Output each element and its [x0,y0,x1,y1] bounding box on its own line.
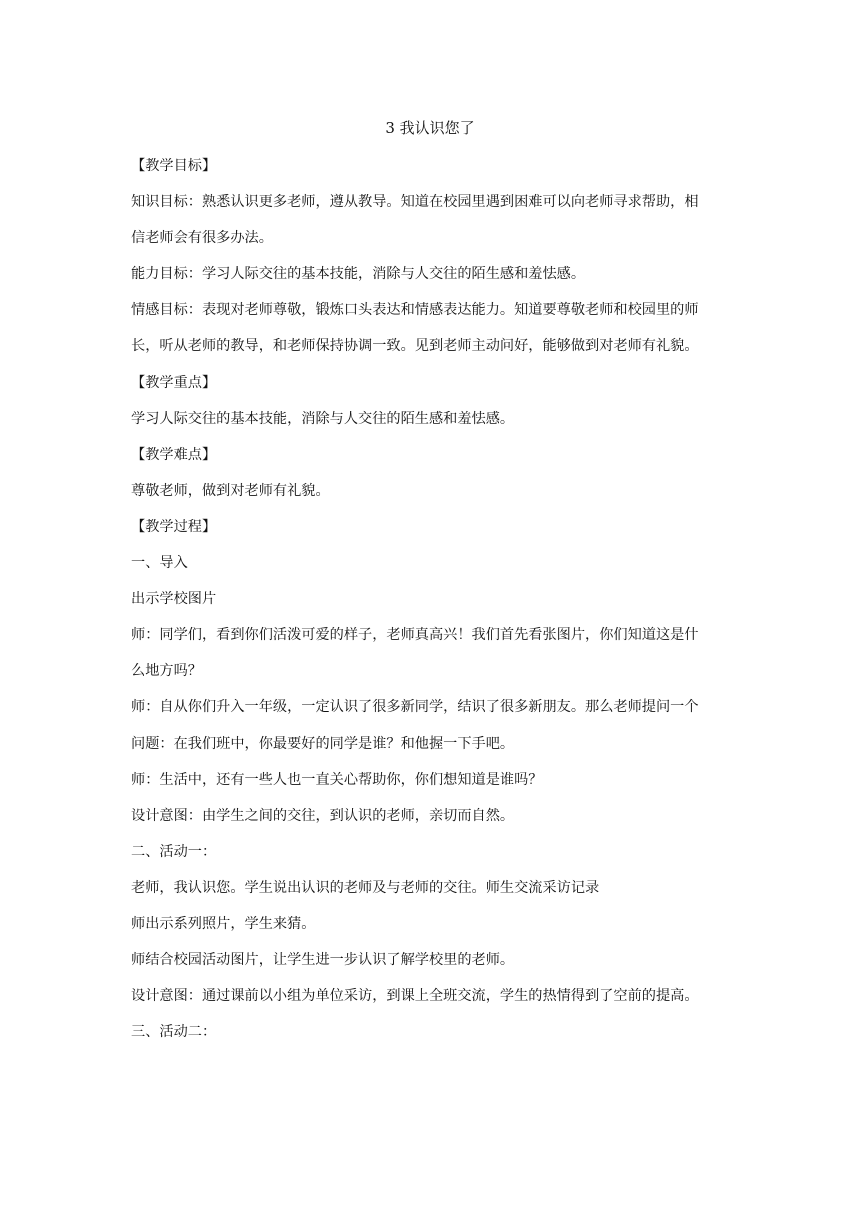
page-title: 3 我认识您了 [385,119,475,137]
text-line: 设计意图：通过课前以小组为单位采访，到课上全班交流，学生的热情得到了空前的提高。 [131,988,699,1005]
text-line: 问题：在我们班中，你最要好的同学是谁？和他握一下手吧。 [131,735,515,752]
text-line: 【教学目标】 [131,158,217,174]
text-line: 长，听从老师的教导，和老师保持协调一致。见到老师主动问好，能够做到对老师有礼貌。 [131,338,699,355]
text-line: 师：同学们，看到你们活泼可爱的样子，老师真高兴！我们首先看张图片，你们知道这是什 [131,627,699,644]
text-line: 师出示系列照片，学生来猜。 [131,915,316,932]
text-line: 知识目标：熟悉认识更多老师，遵从教导。知道在校园里遇到困难可以向老师寻求帮助，相 [131,194,699,211]
text-line: 【教学过程】 [131,518,217,535]
text-line: 老师，我认识您。学生说出认识的老师及与老师的交往。师生交流采访记录 [131,879,600,896]
document-body [131,156,743,1058]
text-line: 师：自从你们升入一年级，一定认识了很多新同学，结识了很多新朋友。那么老师提问一个 [131,699,699,716]
text-line: 一、导入 [131,555,188,572]
text-line: 三、活动二： [131,1024,217,1041]
text-line: 【教学难点】 [131,446,217,463]
text-line: 尊敬老师，做到对老师有礼貌。 [131,482,330,499]
text-line: 二、活动一： [131,843,217,860]
text-line: 信老师会有很多办法。 [131,230,273,247]
text-line: 么地方吗？ [131,663,202,680]
text-line: 设计意图：由学生之间的交往，到认识的老师，亲切而自然。 [131,807,515,824]
text-line: 出示学校图片 [131,591,217,608]
text-line: 能力目标：学习人际交往的基本技能，消除与人交往的陌生感和羞怯感。 [131,266,586,283]
text-line: 情感目标：表现对老师尊敬，锻炼口头表达和情感表达能力。知道要尊敬老师和校园里的师 [131,302,699,319]
text-line: 学习人际交往的基本技能，消除与人交往的陌生感和羞怯感。 [131,410,515,427]
text-line: 【教学重点】 [131,374,217,391]
text-line: 师：生活中，还有一些人也一直关心帮助你，你们想知道是谁吗？ [131,771,543,788]
text-line: 师结合校园活动图片，让学生进一步认识了解学校里的老师。 [131,952,515,969]
